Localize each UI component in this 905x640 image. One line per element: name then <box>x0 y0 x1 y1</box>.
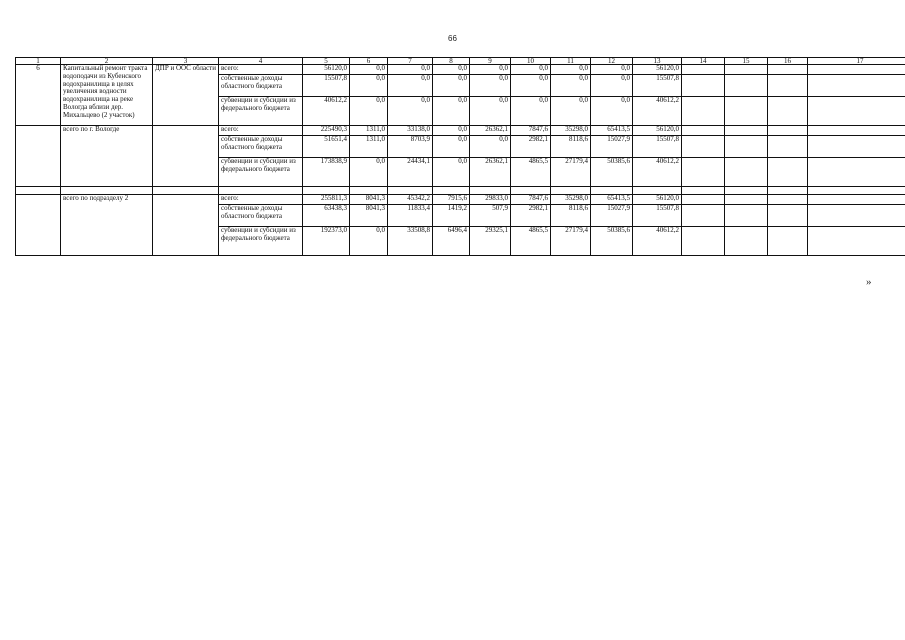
value-cell: 6496,4 <box>433 227 470 256</box>
value-cell: 0,0 <box>350 75 388 97</box>
empty-cell <box>682 205 725 227</box>
column-number: 1 <box>16 58 61 65</box>
empty-cell <box>633 187 682 195</box>
column-number: 8 <box>433 58 470 65</box>
closing-quote-mark: » <box>866 276 872 288</box>
empty-cell <box>682 136 725 158</box>
value-cell: 27179,4 <box>551 158 591 187</box>
value-cell: 0,0 <box>551 65 591 75</box>
value-cell: 40612,2 <box>633 97 682 126</box>
value-cell: 0,0 <box>350 65 388 75</box>
executor-cell: ДПР и ООС области <box>153 65 219 126</box>
empty-cell <box>551 187 591 195</box>
value-cell: 24434,1 <box>388 158 433 187</box>
empty-cell <box>808 158 905 187</box>
value-cell: 8118,6 <box>551 136 591 158</box>
value-cell: 50385,6 <box>591 158 633 187</box>
value-cell: 15507,8 <box>633 205 682 227</box>
value-cell: 1419,2 <box>433 205 470 227</box>
empty-cell <box>768 97 808 126</box>
value-cell: 8703,9 <box>388 136 433 158</box>
value-cell: 40612,2 <box>633 158 682 187</box>
empty-cell <box>768 65 808 75</box>
value-cell: 507,9 <box>470 205 511 227</box>
table-row <box>16 126 905 136</box>
value-cell: 0,0 <box>591 65 633 75</box>
value-cell: 63438,3 <box>303 205 350 227</box>
value-cell: 29833,0 <box>470 195 511 205</box>
value-cell: 0,0 <box>551 75 591 97</box>
value-cell: 8041,3 <box>350 195 388 205</box>
empty-cell <box>725 65 768 75</box>
column-number: 11 <box>551 58 591 65</box>
column-number: 15 <box>725 58 768 65</box>
funding-source-cell: всего: <box>219 195 303 205</box>
empty-cell <box>768 205 808 227</box>
executor-cell <box>153 126 219 187</box>
empty-cell <box>682 75 725 97</box>
empty-cell <box>470 187 511 195</box>
value-cell: 33138,0 <box>388 126 433 136</box>
value-cell: 4865,5 <box>511 227 551 256</box>
empty-cell <box>768 187 808 195</box>
item-name-cell: всего по г. Вологде <box>61 126 153 187</box>
value-cell: 7847,6 <box>511 126 551 136</box>
value-cell: 0,0 <box>388 97 433 126</box>
empty-cell <box>511 187 551 195</box>
empty-cell <box>768 126 808 136</box>
empty-cell <box>725 136 768 158</box>
value-cell: 0,0 <box>433 97 470 126</box>
funding-source-cell: собственные доходы областного бюджета <box>219 75 303 97</box>
page-number: 66 <box>448 34 457 43</box>
value-cell: 4865,5 <box>511 158 551 187</box>
empty-cell <box>808 187 905 195</box>
value-cell: 35298,0 <box>551 126 591 136</box>
value-cell: 8041,3 <box>350 205 388 227</box>
empty-cell <box>725 158 768 187</box>
column-number: 2 <box>61 58 153 65</box>
value-cell: 0,0 <box>470 136 511 158</box>
value-cell: 0,0 <box>433 75 470 97</box>
empty-cell <box>682 227 725 256</box>
empty-cell <box>682 65 725 75</box>
value-cell: 0,0 <box>433 136 470 158</box>
funding-source-cell: субвенции и субсидии из федерального бюджета <box>219 227 303 256</box>
table-row <box>16 65 905 75</box>
value-cell: 40612,2 <box>303 97 350 126</box>
funding-source-cell: всего: <box>219 65 303 75</box>
item-name-cell: всего по подразделу 2 <box>61 195 153 256</box>
funding-source-cell: субвенции и субсидии из федерального бюджета <box>219 158 303 187</box>
value-cell: 50385,6 <box>591 227 633 256</box>
value-cell: 7847,6 <box>511 195 551 205</box>
value-cell: 0,0 <box>350 158 388 187</box>
column-number: 16 <box>768 58 808 65</box>
value-cell: 65413,5 <box>591 126 633 136</box>
value-cell: 173838,9 <box>303 158 350 187</box>
empty-cell <box>725 75 768 97</box>
value-cell: 0,0 <box>388 65 433 75</box>
empty-cell <box>808 97 905 126</box>
value-cell: 40612,2 <box>633 227 682 256</box>
row-number-cell <box>16 126 61 187</box>
empty-cell <box>153 187 219 195</box>
empty-cell <box>16 187 61 195</box>
item-name-cell: Капитальный ремонт тракта водоподачи из Кубенского водохранилища в целях увеличения водности водохранилища на реке Вологда вблизи дер. Михальцево (2 участок) <box>61 65 153 126</box>
column-number: 7 <box>388 58 433 65</box>
spacer-row <box>16 187 905 195</box>
column-number: 5 <box>303 58 350 65</box>
value-cell: 56120,0 <box>633 65 682 75</box>
table-body <box>16 58 905 256</box>
empty-cell <box>725 97 768 126</box>
column-number: 12 <box>591 58 633 65</box>
value-cell: 225490,3 <box>303 126 350 136</box>
empty-cell <box>682 158 725 187</box>
value-cell: 255811,3 <box>303 195 350 205</box>
value-cell: 0,0 <box>470 97 511 126</box>
value-cell: 15507,8 <box>633 75 682 97</box>
column-number: 13 <box>633 58 682 65</box>
column-number: 17 <box>808 58 905 65</box>
value-cell: 0,0 <box>591 75 633 97</box>
value-cell: 0,0 <box>511 97 551 126</box>
empty-cell <box>725 195 768 205</box>
empty-cell <box>303 187 350 195</box>
value-cell: 0,0 <box>433 65 470 75</box>
empty-cell <box>433 187 470 195</box>
empty-cell <box>388 187 433 195</box>
value-cell: 56120,0 <box>633 195 682 205</box>
value-cell: 27179,4 <box>551 227 591 256</box>
value-cell: 2982,1 <box>511 205 551 227</box>
value-cell: 0,0 <box>591 97 633 126</box>
column-number: 9 <box>470 58 511 65</box>
value-cell: 2982,1 <box>511 136 551 158</box>
value-cell: 0,0 <box>470 75 511 97</box>
empty-cell <box>350 187 388 195</box>
column-number: 14 <box>682 58 725 65</box>
value-cell: 0,0 <box>350 227 388 256</box>
value-cell: 15027,9 <box>591 205 633 227</box>
row-number-cell: 6 <box>16 65 61 126</box>
value-cell: 0,0 <box>551 97 591 126</box>
value-cell: 35298,0 <box>551 195 591 205</box>
table-row <box>16 195 905 205</box>
empty-cell <box>808 75 905 97</box>
column-number: 10 <box>511 58 551 65</box>
value-cell: 29325,1 <box>470 227 511 256</box>
funding-source-cell: всего: <box>219 126 303 136</box>
empty-cell <box>808 126 905 136</box>
value-cell: 8118,6 <box>551 205 591 227</box>
value-cell: 0,0 <box>388 75 433 97</box>
empty-cell <box>808 136 905 158</box>
empty-cell <box>682 97 725 126</box>
column-number: 4 <box>219 58 303 65</box>
column-number: 3 <box>153 58 219 65</box>
empty-cell <box>725 126 768 136</box>
value-cell: 26362,1 <box>470 158 511 187</box>
empty-cell <box>682 126 725 136</box>
empty-cell <box>682 187 725 195</box>
value-cell: 0,0 <box>470 65 511 75</box>
empty-cell <box>808 65 905 75</box>
row-number-cell <box>16 195 61 256</box>
value-cell: 11833,4 <box>388 205 433 227</box>
funding-source-cell: собственные доходы областного бюджета <box>219 205 303 227</box>
value-cell: 26362,1 <box>470 126 511 136</box>
value-cell: 33508,8 <box>388 227 433 256</box>
empty-cell <box>768 195 808 205</box>
value-cell: 1311,0 <box>350 136 388 158</box>
empty-cell <box>808 195 905 205</box>
empty-cell <box>808 227 905 256</box>
empty-cell <box>725 187 768 195</box>
column-number: 6 <box>350 58 388 65</box>
empty-cell <box>808 205 905 227</box>
value-cell: 0,0 <box>433 158 470 187</box>
empty-cell <box>591 187 633 195</box>
value-cell: 45342,2 <box>388 195 433 205</box>
empty-cell <box>768 158 808 187</box>
empty-cell <box>219 187 303 195</box>
value-cell: 56120,0 <box>303 65 350 75</box>
value-cell: 15027,9 <box>591 136 633 158</box>
budget-table <box>15 57 905 256</box>
value-cell: 1311,0 <box>350 126 388 136</box>
value-cell: 56120,0 <box>633 126 682 136</box>
value-cell: 7915,6 <box>433 195 470 205</box>
empty-cell <box>768 75 808 97</box>
executor-cell <box>153 195 219 256</box>
value-cell: 0,0 <box>511 75 551 97</box>
value-cell: 65413,5 <box>591 195 633 205</box>
empty-cell <box>768 227 808 256</box>
funding-source-cell: собственные доходы областного бюджета <box>219 136 303 158</box>
value-cell: 15507,8 <box>303 75 350 97</box>
value-cell: 0,0 <box>350 97 388 126</box>
value-cell: 0,0 <box>433 126 470 136</box>
value-cell: 51651,4 <box>303 136 350 158</box>
funding-source-cell: субвенции и субсидии из федерального бюджета <box>219 97 303 126</box>
empty-cell <box>725 205 768 227</box>
value-cell: 192373,0 <box>303 227 350 256</box>
value-cell: 0,0 <box>511 65 551 75</box>
empty-cell <box>61 187 153 195</box>
empty-cell <box>725 227 768 256</box>
column-number-row <box>16 58 905 65</box>
empty-cell <box>682 195 725 205</box>
value-cell: 15507,8 <box>633 136 682 158</box>
empty-cell <box>768 136 808 158</box>
